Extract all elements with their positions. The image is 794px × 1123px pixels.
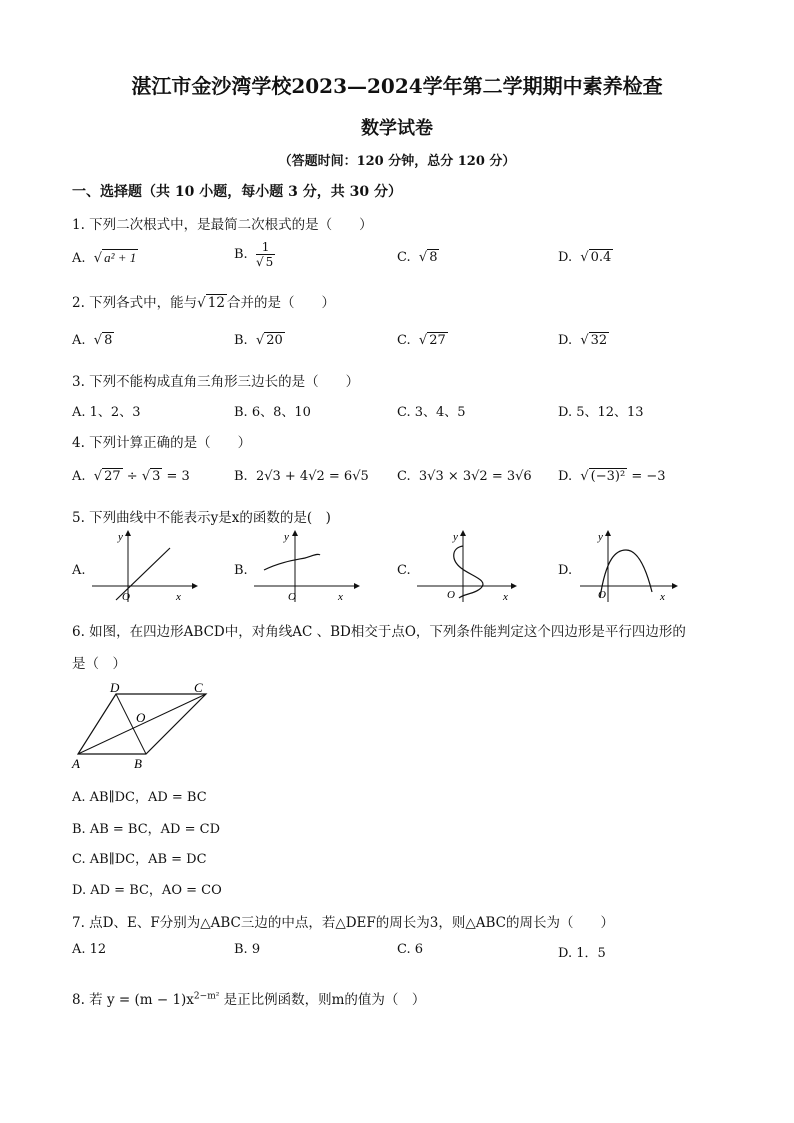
q1-option-b-denominator: 5 (265, 255, 274, 269)
q8-stem-exponent: 2−m² (193, 991, 220, 1002)
q4-option-d: D. √ (−3)² = −3 (558, 469, 666, 484)
q4-option-a: A. √ 27 ÷ √ 3 = 3 (72, 469, 190, 484)
q2-option-a: A. √ 8 (72, 333, 113, 348)
q2-option-b-label: B. (234, 333, 248, 348)
q1-option-b-label: B. (234, 247, 248, 262)
q6-option-b: B. AB = BC，AD = CD (72, 822, 220, 837)
q6-vertex-d: D (110, 680, 120, 695)
q7-option-b: B. 9 (234, 942, 261, 957)
q2-stem-post: 合并的是（ ） (226, 295, 335, 311)
q2-option-d-label: D. (558, 333, 573, 348)
q5-label-d: D. (558, 563, 573, 578)
exam-time-note: （答题时间：120 分钟，总分 120 分） (278, 154, 516, 169)
q7-option-d: D. 1．5 (558, 946, 606, 961)
q8-stem-post: 是正比例函数，则m的值为（ ） (219, 992, 426, 1008)
q2-option-c-expr: 27 (429, 333, 446, 348)
q6-option-d: D. AD = BC，AO = CO (72, 883, 222, 898)
q2-option-c-label: C. (397, 333, 411, 348)
q3-option-c: C. 3、4、5 (397, 405, 466, 420)
q4-option-a-r1: 27 (104, 469, 121, 484)
q5-graph-b (250, 528, 360, 606)
q4-option-a-mid: ÷ (122, 469, 142, 484)
q6-option-a: A. AB∥DC，AD = BC (72, 790, 207, 805)
q7-option-c: C. 6 (397, 942, 424, 957)
q2-option-a-label: A. (72, 333, 86, 348)
q1-option-a: A. √ a² + 1 (72, 250, 137, 266)
q4-option-d-post: = −3 (627, 469, 666, 484)
q1-option-a-label: A. (72, 251, 86, 266)
q5a-origin-label: O (122, 591, 130, 603)
question-6-stem-line1: 6. 如图，在四边形ABCD中，对角线AC 、BD相交于点O，下列条件能判定这个四边形是平行四边形的 (72, 624, 686, 640)
q4-option-a-label: A. (72, 469, 86, 484)
q1-option-c-label: C. (397, 250, 411, 265)
q5c-origin-label: O (447, 589, 455, 601)
q3-option-b: B. 6、8、10 (234, 405, 311, 420)
q4-option-c (397, 469, 532, 484)
q4-option-b-expr: 2√3 + 4√2 = 6√5 (255, 469, 369, 484)
question-3-stem: 3. 下列不能构成直角三角形三边长的是（ ） (72, 374, 360, 390)
question-6-stem-line2: 是（ ） (72, 656, 126, 672)
q2-option-b: B. √ 20 (234, 333, 283, 348)
question-2-stem: 2. 下列各式中，能与√ 12 合并的是（ ） (72, 295, 335, 311)
q4-option-c-expr: 3√3 × 3√2 = 3√6 (418, 469, 532, 484)
q2-stem-radical: 12 (207, 295, 225, 311)
question-8-stem (72, 988, 425, 1008)
q4-option-a-post: = 3 (162, 469, 190, 484)
q5b-y-label: y (284, 531, 289, 543)
question-4-stem: 4. 下列计算正确的是（ ） (72, 435, 252, 451)
q2-option-b-expr: 20 (266, 333, 283, 348)
q1-option-d: D. √ 0.4 (558, 250, 612, 265)
q6-parallelogram-figure (70, 678, 220, 774)
question-7-stem: 7. 点D、E、F分别为△ABC三边的中点，若△DEF的周长为3，则△ABC的周长为（ ） (72, 915, 614, 931)
q1-option-b-numerator: 1 (261, 240, 270, 254)
q1-option-b-fraction: $\frac{1}{√ 5}$ (255, 240, 274, 269)
q5c-y-label: y (453, 531, 458, 543)
q5-graph-c (413, 528, 523, 606)
q1-option-d-expr: 0.4 (590, 250, 612, 265)
q5d-y-label: y (598, 531, 603, 543)
q6-vertex-a: A (72, 756, 80, 771)
exam-title: 湛江市金沙湾学校2023—2024学年第二学期期中素养检查 (131, 74, 663, 98)
q5b-x-label: x (338, 591, 343, 603)
q2-option-d: D. √ 32 (558, 333, 608, 348)
q5-label-a: A. (72, 563, 86, 578)
q1-option-b (234, 240, 275, 269)
q5d-origin-label: O (598, 589, 606, 601)
q5-graph-d (576, 528, 686, 606)
q4-option-b-label: B. (234, 469, 248, 484)
q5d-x-label: x (660, 591, 665, 603)
q3-option-a: A. 1、2、3 (72, 405, 141, 420)
exam-subtitle: 数学试卷 (361, 118, 433, 139)
q5a-x-label: x (176, 591, 181, 603)
q6-vertex-b: B (134, 756, 142, 771)
q4-option-b (234, 469, 369, 484)
q5-label-b: B. (234, 563, 248, 578)
q8-stem-pre: 8. 若 y = (m − 1)x (72, 992, 194, 1008)
q4-option-c-label: C. (397, 469, 411, 484)
q1-option-c: C. √ 8 (397, 250, 438, 265)
q2-option-d-expr: 32 (590, 333, 608, 348)
q4-option-a-r2: 3 (152, 469, 161, 484)
q1-option-c-expr: 8 (429, 250, 438, 265)
q7-option-a: A. 12 (72, 942, 107, 957)
q5b-origin-label: O (288, 591, 296, 603)
q2-stem-pre: 2. 下列各式中，能与 (72, 295, 198, 311)
q1-option-a-expr: a² + 1 (104, 250, 137, 265)
q4-option-d-inner: (−3)² (590, 469, 626, 484)
q2-option-a-expr: 8 (104, 333, 113, 348)
question-1-stem: 1. 下列二次根式中，是最简二次根式的是（ ） (72, 217, 373, 233)
q1-option-d-label: D. (558, 250, 573, 265)
q6-vertex-c: C (194, 680, 203, 695)
question-5-stem: 5. 下列曲线中不能表示y是x的函数的是( ) (72, 510, 331, 526)
q4-option-d-label: D. (558, 469, 573, 484)
q3-option-d: D. 5、12、13 (558, 405, 644, 420)
q6-center-o: O (136, 710, 146, 725)
q5c-x-label: x (503, 591, 508, 603)
q5-label-c: C. (397, 563, 411, 578)
section-heading: 一、选择题（共 10 小题，每小题 3 分，共 30 分） (72, 184, 402, 200)
q6-option-c: C. AB∥DC，AB = DC (72, 852, 207, 867)
q2-option-c: C. √ 27 (397, 333, 446, 348)
q5a-y-label: y (118, 531, 123, 543)
q5-graph-a (88, 528, 198, 606)
